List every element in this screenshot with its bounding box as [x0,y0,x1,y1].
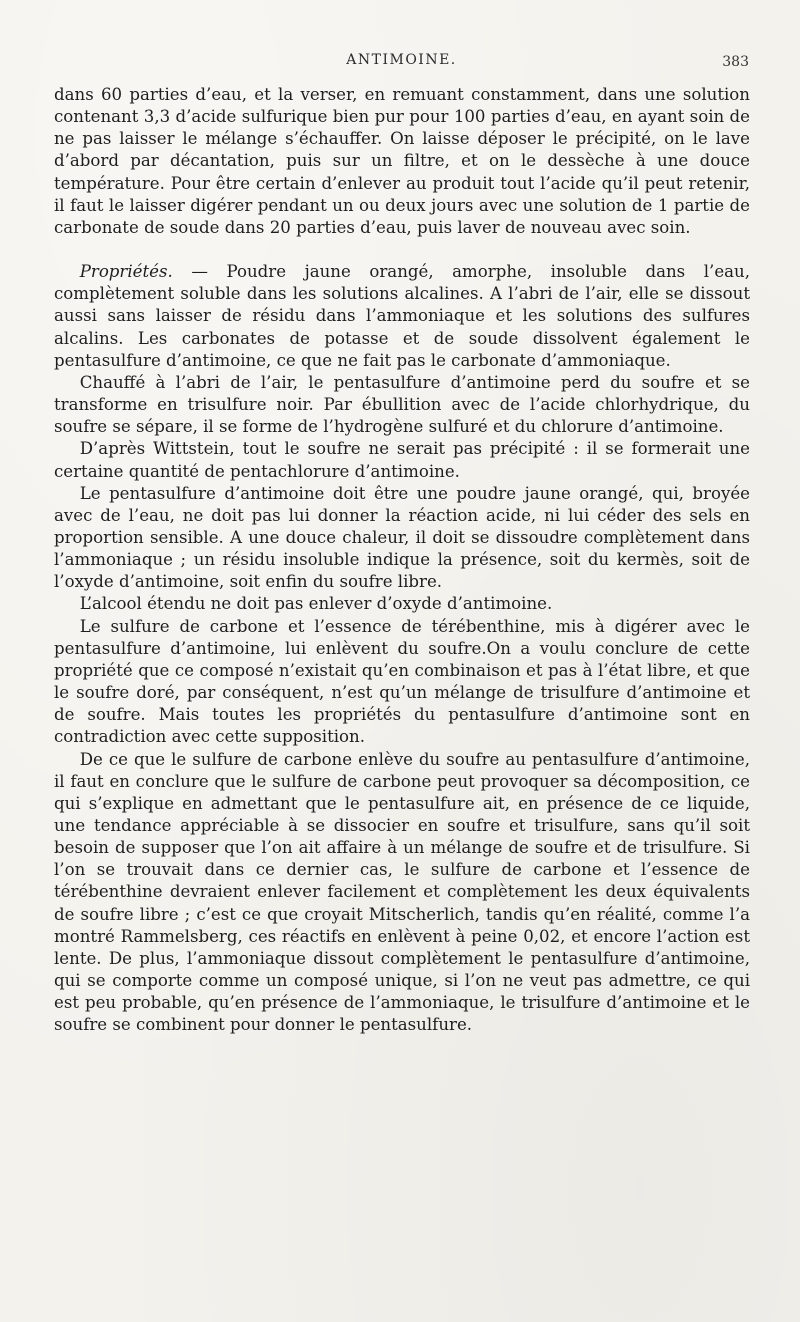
running-title: ANTIMOINE. [346,52,457,68]
paragraph-properties-text: — Poudre jaune orangé, amorphe, insoluble dans l’eau, complètement soluble dans les solutions alcalines. A l’abri de l’air, elle se dissout aussi sans laisser de résidu dans l’ammoniaque et les solutions des sulfures alcalins. Les carbonates de potasse et de soude dissolvent également le pentasulfure d’antimoine, ce que ne fait pas le carbonate d’ammoniaque. [54,262,750,370]
paragraph-quality-test: Le pentasulfure d’antimoine doit être une poudre jaune orangé, qui, broyée avec de l’eau, ne doit pas lui donner la réaction acide, ni lui céder des sels en proportion sensible. A une douce chaleur, il doit se dissoudre complètement dans l’ammoniaque ; un résidu insoluble indique la présence, soit du kermès, soit de l’oxyde d’antimoine, soit enfin du soufre libre. [54,483,750,592]
page-number: 383 [722,54,749,70]
paragraph-properties [54,261,750,372]
paragraph-conclusion: De ce que le sulfure de carbone enlève du soufre au pentasulfure d’antimoine, il faut en conclure que le sulfure de carbone peut provoquer sa décomposition, ce qui s’explique en admettant que le pentasulfure ait, en présence de ce liquide, une tendance appréciable à se dissocier en soufre et trisulfure, sans qu’il soit besoin de supposer que l’on ait affaire à un mélange de soufre et de trisulfure. Si l’on se trouvait dans ce dernier cas, le sulfure de carbone et l’essence de térébenthine devraient enlever facilement et complètement les deux équivalents de soufre libre ; c’est ce que croyait Mitscherlich, tandis qu’en réalité, comme l’a montré Rammelsberg, ces réactifs en enlèvent à peine 0,02, et encore l’action est lente. De plus, l’ammoniaque dissout complètement le pentasulfure d’antimoine, qui se comporte comme un composé unique, si l’on ne veut pas admettre, ce qui est peu probable, qu’en présence de l’ammoniaque, le trisulfure d’antimoine et le soufre se combinent pour donner le pentasulfure. [54,749,750,1035]
paragraph-heating: Chauffé à l’abri de l’air, le pentasulfure d’antimoine perd du soufre et se transforme en trisulfure noir. Par ébullition avec de l’acide chlorhydrique, du soufre se sépare, il se forme de l’hydrogène sulfuré et du chlorure d’antimoine. [54,372,750,437]
paragraph-carbon-sulfide: Le sulfure de carbone et l’essence de térébenthine, mis à digérer avec le pentasulfure d’antimoine, lui enlèvent du soufre.On a voulu conclure de cette propriété que ce composé n’existait qu’en combinaison et pas à l’état libre, et que le soufre doré, par conséquent, n’est qu’un mélange de trisulfure d’antimoine et de soufre. Mais toutes les propriétés du pentasulfure d’antimoine sont en contradiction avec cette supposition. [54,616,750,747]
section-heading-proprietes: Propriétés. [79,262,173,282]
body-text [54,84,750,1037]
paragraph-alcohol: L’alcool étendu ne doit pas enlever d’oxyde d’antimoine. [79,594,553,614]
paragraph-wittstein: D’après Wittstein, tout le soufre ne serait pas précipité : il se formerait une certaine quantité de pentachlorure d’antimoine. [54,439,750,481]
paragraph-continuation: dans 60 parties d’eau, et la verser, en remuant constamment, dans une solution contenant 3,3 d’acide sulfurique bien pur pour 100 parties d’eau, en ayant soin de ne pas laisser le mélange s’échauffer. On laisse déposer le précipité, on le lave d’abord par décantation, puis sur un filtre, et on le dessèche à une douce température. Pour être certain d’enlever au produit tout l’acide qu’il peut retenir, il faut le laisser digérer pendant un ou deux jours avec une solution de 1 partie de carbonate de soude dans 20 parties d’eau, puis laver de nouveau avec soin. [54,85,750,237]
page-header [54,52,749,74]
